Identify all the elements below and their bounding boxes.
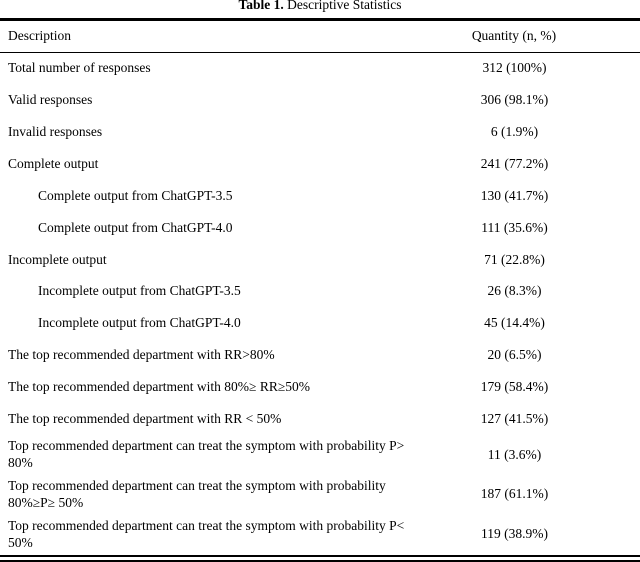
table-title: [0, 0, 640, 14]
row-description: The top recommended department with 80%≥ RR≥50%: [0, 372, 416, 404]
table-row: [0, 148, 640, 180]
row-description: Total number of responses: [0, 52, 416, 84]
row-quantity: 306 (98.1%): [416, 85, 640, 117]
table-body: [0, 52, 640, 555]
column-header-description: Description: [0, 19, 416, 52]
row-description: Complete output from ChatGPT-4.0: [0, 212, 416, 244]
row-quantity: 187 (61.1%): [416, 475, 640, 515]
row-description: The top recommended department with RR>80%: [0, 340, 416, 372]
row-quantity: 6 (1.9%): [416, 117, 640, 149]
row-quantity: 241 (77.2%): [416, 148, 640, 180]
row-description: Top recommended department can treat the symptom with probability P< 50%: [0, 515, 416, 556]
header-row: [0, 19, 640, 52]
table-row: [0, 276, 640, 308]
table-row: [0, 435, 640, 475]
row-quantity: 119 (38.9%): [416, 515, 640, 556]
row-description: Top recommended department can treat the symptom with probability P> 80%: [0, 435, 416, 475]
row-description: Valid responses: [0, 85, 416, 117]
table-row: [0, 308, 640, 340]
row-description: Invalid responses: [0, 117, 416, 149]
table-row: [0, 52, 640, 84]
row-quantity: 111 (35.6%): [416, 212, 640, 244]
row-quantity: 45 (14.4%): [416, 308, 640, 340]
row-description: Incomplete output: [0, 244, 416, 276]
table-row: [0, 372, 640, 404]
row-description: Complete output from ChatGPT-3.5: [0, 180, 416, 212]
table-row: [0, 212, 640, 244]
row-description: Top recommended department can treat the symptom with probability 80%≥P≥ 50%: [0, 475, 416, 515]
row-description: Complete output: [0, 148, 416, 180]
row-quantity: 11 (3.6%): [416, 435, 640, 475]
row-description: The top recommended department with RR < 50%: [0, 403, 416, 435]
row-quantity: 20 (6.5%): [416, 340, 640, 372]
table-row: [0, 403, 640, 435]
table-row: [0, 340, 640, 372]
row-quantity: 71 (22.8%): [416, 244, 640, 276]
row-quantity: 26 (8.3%): [416, 276, 640, 308]
descriptive-statistics-table: [0, 18, 640, 557]
row-quantity: 130 (41.7%): [416, 180, 640, 212]
row-quantity: 312 (100%): [416, 52, 640, 84]
table-title-text: Descriptive Statistics: [284, 0, 402, 12]
row-description: Incomplete output from ChatGPT-3.5: [0, 276, 416, 308]
row-quantity: 179 (58.4%): [416, 372, 640, 404]
row-quantity: 127 (41.5%): [416, 403, 640, 435]
table-row: [0, 244, 640, 276]
column-header-quantity: Quantity (n, %): [416, 19, 640, 52]
table-row: [0, 475, 640, 515]
table-row: [0, 117, 640, 149]
table-row: [0, 515, 640, 556]
row-description: Incomplete output from ChatGPT-4.0: [0, 308, 416, 340]
table-row: [0, 180, 640, 212]
table-row: [0, 85, 640, 117]
table-title-label: Table 1.: [238, 0, 283, 12]
